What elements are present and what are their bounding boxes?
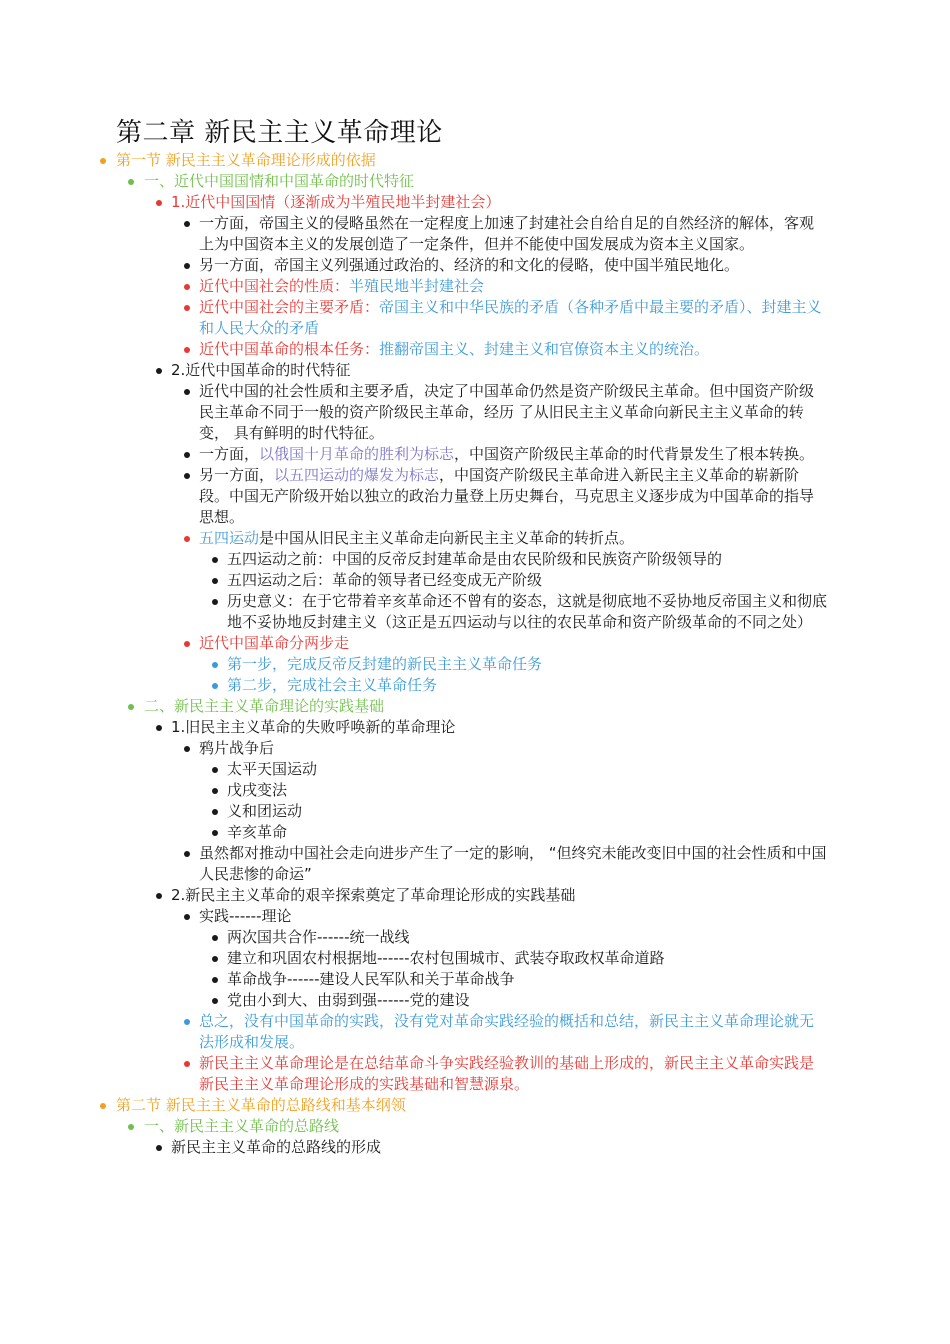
outline-item — [0, 360, 836, 381]
text-span: 以俄国十月革命的胜利为标志 — [259, 445, 455, 463]
outline-item-text — [227, 654, 837, 675]
text-span: 第二步，完成社会主义革命任务 — [227, 676, 438, 694]
outline-item-text — [199, 381, 827, 444]
outline-item-text — [116, 150, 836, 171]
outline-item — [0, 969, 837, 990]
text-span: 2.新民主主义革命的艰辛探索奠定了革命理论形成的实践基础 — [171, 886, 576, 904]
text-span: 二、新民主主义革命理论的实践基础 — [144, 697, 385, 715]
outline-item — [0, 696, 836, 717]
text-span: 总之，没有中国革命的实践，没有党对革命实践经验的概括和总结，新民主主义革命理论就无法形成和发展。 — [199, 1012, 815, 1051]
outline-item-text — [199, 1011, 827, 1053]
outline-item-text — [227, 591, 837, 633]
outline-item — [0, 591, 837, 633]
outline-item — [0, 822, 837, 843]
outline-item-text — [199, 906, 827, 927]
text-span: ，中国资产阶级民主革命的时代背景发生了根本转换。 — [454, 445, 815, 463]
outline-item — [0, 276, 827, 297]
outline-item — [0, 906, 827, 927]
outline-item — [0, 885, 836, 906]
outline-item-text — [227, 927, 837, 948]
bullet-icon — [212, 557, 218, 563]
outline-item — [0, 738, 827, 759]
outline-item-text — [199, 255, 827, 276]
bullet-icon — [156, 200, 162, 206]
text-span: 另一方面，帝国主义列强通过政治的、经济的和文化的侵略，使中国半殖民地化。 — [199, 256, 740, 274]
bullet-icon — [184, 452, 190, 458]
text-span: 1.近代中国国情（逐渐成为半殖民地半封建社会） — [171, 193, 501, 211]
outline-item — [0, 633, 827, 654]
text-span: 1.旧民主主义革命的失败呼唤新的革命理论 — [171, 718, 456, 736]
bullet-icon — [156, 368, 162, 374]
outline-item — [0, 192, 836, 213]
text-span: 另一方面， — [199, 466, 275, 484]
text-span: 革命战争------建设人民军队和关于革命战争 — [227, 970, 515, 988]
text-span: 近代中国社会的性质： — [199, 277, 350, 295]
text-span: 戊戌变法 — [227, 781, 288, 799]
text-span: 两次国共合作------统一战线 — [227, 928, 410, 946]
outline-item — [0, 654, 837, 675]
text-span: 第一步，完成反帝反封建的新民主主义革命任务 — [227, 655, 543, 673]
bullet-icon — [212, 767, 218, 773]
outline-item — [0, 1137, 836, 1158]
outline-item-text — [144, 696, 836, 717]
outline-item-text — [227, 969, 837, 990]
outline-item — [0, 780, 837, 801]
outline-item-text — [171, 192, 836, 213]
text-span: 鸦片战争后 — [199, 739, 275, 757]
text-span: 一、新民主主义革命的总路线 — [144, 1117, 340, 1135]
outline-item-text — [199, 843, 827, 885]
outline-item-text — [199, 276, 827, 297]
bullet-icon — [212, 998, 218, 1004]
bullet-icon — [184, 473, 190, 479]
outline-item-text — [199, 297, 827, 339]
outline-item — [0, 717, 836, 738]
bullet-icon — [184, 536, 190, 542]
outline-item — [0, 528, 827, 549]
bullet-icon — [212, 956, 218, 962]
bullet-icon — [184, 284, 190, 290]
bullet-icon — [128, 704, 134, 710]
outline-item — [0, 297, 827, 339]
outline-item — [0, 1116, 836, 1137]
outline-item-text — [227, 570, 837, 591]
outline-item-text — [199, 1053, 827, 1095]
text-span: 半殖民地半封建社会 — [349, 277, 485, 295]
text-span: 实践------理论 — [199, 907, 292, 925]
text-span: 新民主主义革命的总路线的形成 — [171, 1138, 382, 1156]
bullet-icon — [100, 1103, 106, 1109]
outline-item — [0, 549, 837, 570]
outline-list — [0, 150, 950, 1158]
text-span: 太平天国运动 — [227, 760, 318, 778]
bullet-icon — [156, 1145, 162, 1151]
text-span: 是中国从旧民主主义革命走向新民主主义革命的转折点。 — [259, 529, 635, 547]
text-span: 新民主主义革命理论是在总结革命斗争实践经验教训的基础上形成的，新民主主义革命实践是新民主主义革命理论形成的实践基础和智慧源泉。 — [199, 1054, 815, 1093]
outline-item — [0, 990, 837, 1011]
outline-item-text — [144, 171, 836, 192]
outline-item — [0, 843, 827, 885]
bullet-icon — [128, 1124, 134, 1130]
chapter-title: 第二章 新民主主义革命理论 — [116, 118, 443, 148]
text-span: 一、近代中国国情和中国革命的时代特征 — [144, 172, 415, 190]
bullet-icon — [212, 977, 218, 983]
outline-item-text — [199, 738, 827, 759]
outline-item-text — [227, 801, 837, 822]
outline-item-text — [199, 213, 827, 255]
outline-item-text — [199, 465, 827, 528]
text-span: 历史意义：在于它带着辛亥革命还不曾有的姿态，这就是彻底地不妥协地反帝国主义和彻底地不妥协地反封建主义（这正是五四运动与以往的农民革命和资产阶级革命的不同之处） — [227, 592, 828, 631]
text-span: 一方面，帝国主义的侵略虽然在一定程度上加速了封建社会自给自足的自然经济的解体，客观上为中国资本主义的发展创造了一定条件，但并不能使中国发展成为资本主义国家。 — [199, 214, 815, 253]
bullet-icon — [100, 158, 106, 164]
outline-item-text — [171, 1137, 836, 1158]
bullet-icon — [156, 893, 162, 899]
outline-item-text — [227, 990, 837, 1011]
text-span: 2.近代中国革命的时代特征 — [171, 361, 351, 379]
text-span: 近代中国革命的根本任务： — [199, 340, 380, 358]
text-span: 辛亥革命 — [227, 823, 288, 841]
text-span: 党由小到大、由弱到强------党的建设 — [227, 991, 470, 1009]
outline-item-text — [199, 339, 827, 360]
outline-item-text — [199, 528, 827, 549]
outline-item — [0, 948, 837, 969]
outline-item-text — [171, 885, 836, 906]
outline-item — [0, 213, 827, 255]
outline-item-text — [227, 759, 837, 780]
outline-item-text — [227, 948, 837, 969]
text-span: 五四运动之前：中国的反帝反封建革命是由农民阶级和民族资产阶级领导的 — [227, 550, 723, 568]
outline-item-text — [171, 360, 836, 381]
text-span: 虽然都对推动中国社会走向进步产生了一定的影响， “但终究未能改变旧中国的社会性质和中国人民悲惨的命运” — [199, 844, 827, 883]
bullet-icon — [184, 221, 190, 227]
outline-item-text — [144, 1116, 836, 1137]
outline-item — [0, 1053, 827, 1095]
bullet-icon — [184, 851, 190, 857]
bullet-icon — [212, 683, 218, 689]
outline-item — [0, 465, 827, 528]
outline-item — [0, 150, 836, 171]
bullet-icon — [212, 599, 218, 605]
outline-item — [0, 1095, 836, 1116]
bullet-icon — [184, 641, 190, 647]
bullet-icon — [128, 179, 134, 185]
bullet-icon — [156, 725, 162, 731]
outline-item-text — [116, 1095, 836, 1116]
outline-item — [0, 570, 837, 591]
text-span: 五四运动之后：革命的领导者已经变成无产阶级 — [227, 571, 543, 589]
text-span: 以五四运动的爆发为标志 — [274, 466, 440, 484]
outline-item-text — [171, 717, 836, 738]
outline-item — [0, 444, 827, 465]
outline-item-text — [227, 780, 837, 801]
bullet-icon — [212, 578, 218, 584]
bullet-icon — [212, 935, 218, 941]
text-span: 近代中国的社会性质和主要矛盾，决定了中国革命仍然是资产阶级民主革命。但中国资产阶级民主革命不同于一般的资产阶级民主革命，经历 了从旧民主主义革命向新民主主义革命的转变， 具有鲜明的时代特征。 — [199, 382, 815, 442]
outline-item — [0, 1011, 827, 1053]
text-span: 义和团运动 — [227, 802, 303, 820]
bullet-icon — [184, 305, 190, 311]
bullet-icon — [184, 746, 190, 752]
text-span: 推翻帝国主义、封建主义和官僚资本主义的统治。 — [379, 340, 710, 358]
outline-item — [0, 381, 827, 444]
text-span: 五四运动 — [199, 529, 260, 547]
bullet-icon — [184, 914, 190, 920]
bullet-icon — [212, 830, 218, 836]
outline-item — [0, 801, 837, 822]
outline-item — [0, 759, 837, 780]
outline-item — [0, 675, 837, 696]
bullet-icon — [212, 662, 218, 668]
bullet-icon — [184, 263, 190, 269]
outline-item-text — [227, 822, 837, 843]
outline-item-text — [227, 675, 837, 696]
text-span: 帝国主义和中华民族的矛盾（各种矛盾中最主要的矛盾）、封建主义和人民大众的矛盾 — [199, 298, 822, 337]
outline-item — [0, 255, 827, 276]
outline-item — [0, 171, 836, 192]
text-span: 建立和巩固农村根据地------农村包围城市、武装夺取政权革命道路 — [227, 949, 665, 967]
text-span: 近代中国革命分两步走 — [199, 634, 350, 652]
bullet-icon — [184, 1061, 190, 1067]
bullet-icon — [184, 389, 190, 395]
outline-item — [0, 927, 837, 948]
bullet-icon — [184, 1019, 190, 1025]
outline-item — [0, 339, 827, 360]
outline-item-text — [199, 444, 827, 465]
outline-item-text — [199, 633, 827, 654]
text-span: 近代中国社会的主要矛盾： — [199, 298, 380, 316]
text-span: ，中国资产阶级民主革命进入新民主主义革命的崭新阶段。中国无产阶级开始以独立的政治力量登上历史舞台，马克思主义逐步成为中国革命的指导思想。 — [199, 466, 815, 526]
bullet-icon — [184, 347, 190, 353]
bullet-icon — [212, 788, 218, 794]
text-span: 第一节 新民主主义革命理论形成的依据 — [116, 151, 376, 169]
text-span: 第二节 新民主主义革命的总路线和基本纲领 — [116, 1096, 406, 1114]
bullet-icon — [212, 809, 218, 815]
outline-item-text — [227, 549, 837, 570]
text-span: 一方面， — [199, 445, 260, 463]
